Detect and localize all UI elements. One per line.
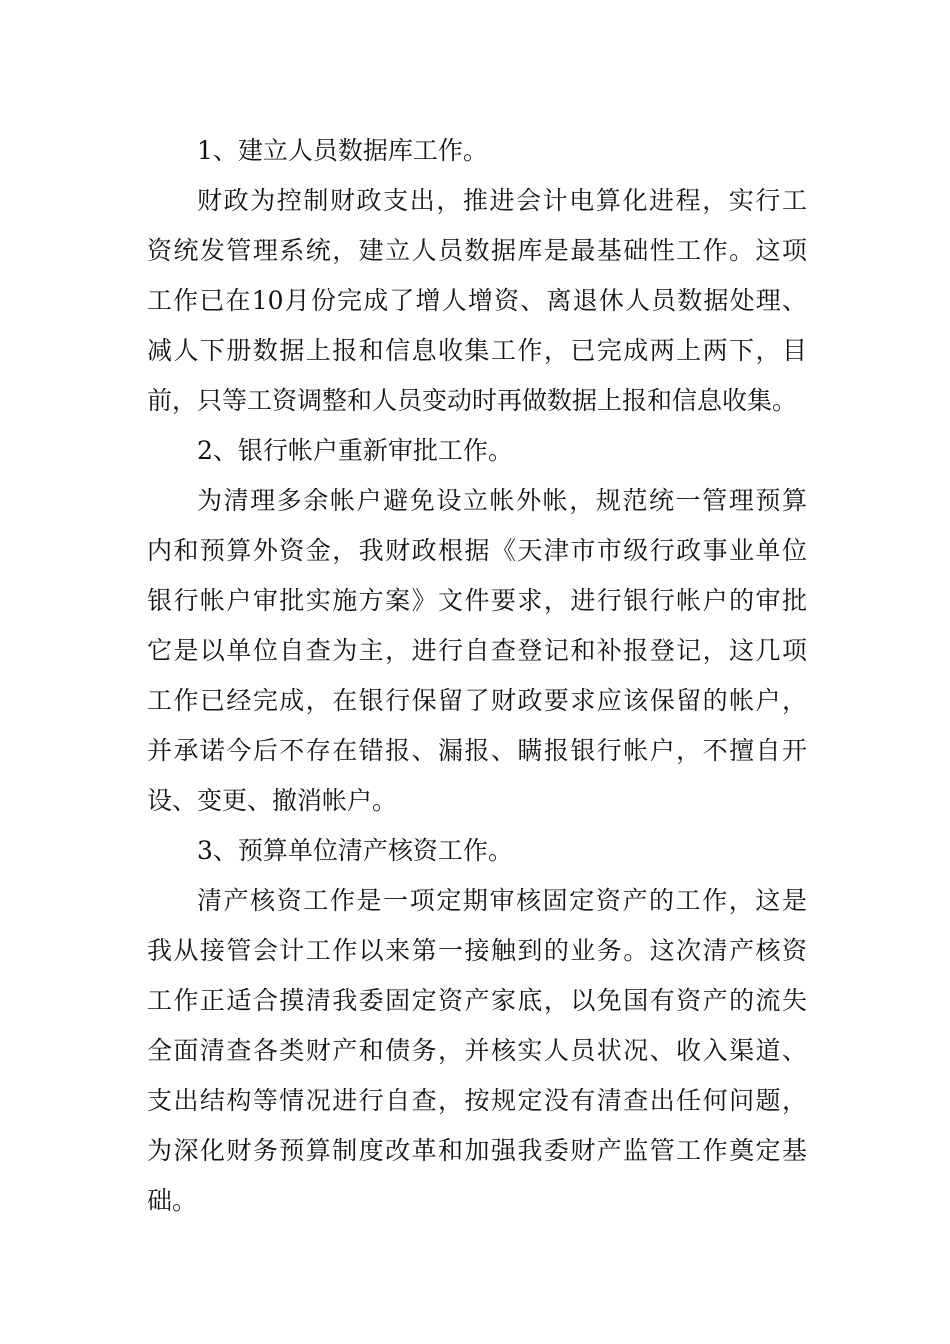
document-body [147, 126, 807, 1226]
text-line: 工作已在10月份完成了增人增资、离退休人员数据处理、 [147, 286, 807, 315]
text-line: 前，只等工资调整和人员变动时再做数据上报和信息收集。 [147, 386, 798, 415]
text-line: 内和预算外资金，我财政根据《天津市市级行政事业单位 [147, 536, 807, 565]
text-line: 我从接管会计工作以来第一接触到的业务。这次清产核资 [147, 936, 807, 965]
text-line: 2、银行帐户重新审批工作。 [197, 436, 513, 465]
text-line: 减人下册数据上报和信息收集工作，已完成两上两下，目 [147, 336, 807, 365]
text-line: 财政为控制财政支出，推进会计电算化进程，实行工 [197, 186, 807, 215]
text-line: 全面清查各类财产和债务，并核实人员状况、收入渠道、 [147, 1036, 807, 1065]
text-line: 清产核资工作是一项定期审核固定资产的工作，这是 [197, 886, 807, 915]
text-line: 资统发管理系统，建立人员数据库是最基础性工作。这项 [147, 236, 807, 265]
text-line: 为深化财务预算制度改革和加强我委财产监管工作奠定基 [147, 1136, 807, 1165]
text-line: 工作正适合摸清我委固定资产家底，以免国有资产的流失 [147, 986, 807, 1015]
text-line: 并承诺今后不存在错报、漏报、瞒报银行帐户，不擅自开 [147, 736, 807, 765]
text-line: 1、建立人员数据库工作。 [197, 136, 488, 165]
text-line: 为清理多余帐户避免设立帐外帐，规范统一管理预算 [197, 486, 807, 515]
text-line: 它是以单位自查为主，进行自查登记和补报登记，这几项 [147, 636, 807, 665]
text-line: 工作已经完成，在银行保留了财政要求应该保留的帐户， [147, 686, 807, 715]
text-line: 3、预算单位清产核资工作。 [197, 836, 513, 865]
text-line: 支出结构等情况进行自查，按规定没有清查出任何问题， [147, 1086, 807, 1115]
text-line: 设、变更、撤消帐户。 [147, 786, 398, 815]
text-line: 银行帐户审批实施方案》文件要求，进行银行帐户的审批 [147, 586, 807, 615]
text-line: 础。 [147, 1186, 198, 1215]
